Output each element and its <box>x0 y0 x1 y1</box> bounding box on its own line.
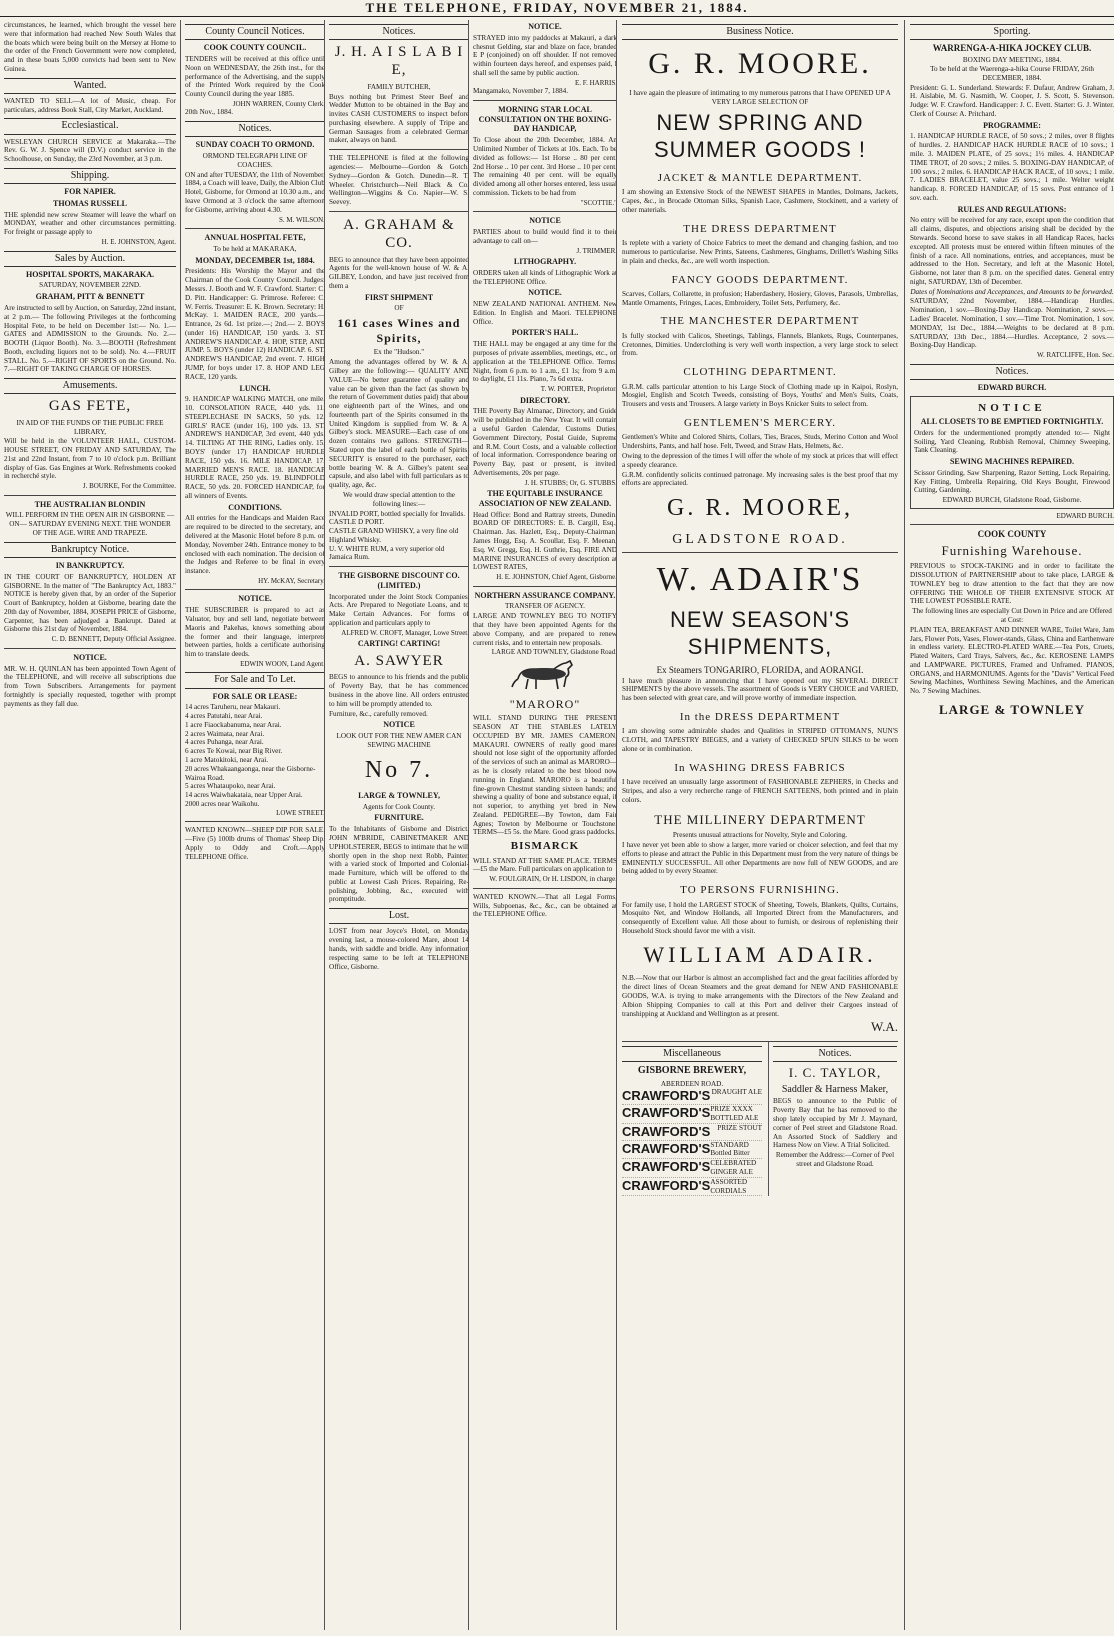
adair-intro: I have much pleasure in announcing that I have opened out my SEVERAL DIRECT SHIPMENTS by the above vessels. The assortment of Goods is VERY CHOICE and VARIED, has been selected with great care, and will prove worthy of immediate inspection. <box>622 676 898 703</box>
council-heading: County Council Notices. <box>185 24 325 40</box>
nb-note: N.B.—Now that our Harbor is almost an accomplished fact and the great facilities afforded by the direct lines of Ocean Steamers and the great demand for NEW AND FASHIONABLE GOODS, W.A. is trying to make arrangements with the Directors of the New Zealand and Albion Shipping Companies to call at this Port and deliver their Cargoes instead of transhipping at Auckland and Wellington as at present. <box>622 974 898 1018</box>
graham-shipment: FIRST SHIPMENT <box>364 292 434 302</box>
notice4-body: PARTIES about to build would find it to their advantage to call on— <box>473 227 617 245</box>
telephone-agencies: THE TELEPHONE is filed at the following agencies:— Melbourne—Gordon & Gotch. Sydney—Gordon & Gotch. Dunedin—R. T. Wheeler. Christchurch—Neil Black & Co. Wellington—Wiggins & Co. Napier—W. S. Seevey. <box>329 154 469 207</box>
shipping-title: FOR NAPIER. <box>64 187 116 197</box>
butcher-body: Buys nothing but Primest Steer Beef and Wedder Mutton to be obtained in the Bay and invites CASH CUSTOMERS to inspect before purchasing elsewhere. A supply of Tripe and German Sausages from a celebrated German maker, always on hand. <box>329 92 469 145</box>
sporting-heading: Sporting. <box>910 24 1114 40</box>
butcher-subtitle: FAMILY BUTCHER, <box>367 82 431 91</box>
bankruptcy-title: IN BANKRUPTCY. <box>55 561 125 571</box>
programme-body: 1. HANDICAP HURDLE RACE, of 50 sovs.; 2 miles, over 8 flights of hurdles. 2. HANDICAP HACK HURDLE RACE of 10 sovs.; 1 mile. 3. MAIDEN PLATE, of 25 sovs.; 1½ miles. 4. HANDICAP TIME TROT, of 20 sovs.; 2 miles. 5. BOXING-DAY HANDICAP, of 100 sovs.; 2 miles. 6. HANDICAP HACK RACE, of 10 sovs.; 1 mile. 7. LADIES BRACELET, value 25 sovs.; 1 mile. Welter weight handicap. 8. FORCED HANDICAP, of 15 sovs. Post entrance of 1 sov. each. <box>910 132 1114 202</box>
equitable-body: Head Office: Bond and Rattray streets, Dunedin. BOARD OF DIRECTORS: E. B. Cargill, Esq., Chairman. Jas. Hazlett, Esq., Deputy-Chairman. James Hogg, Esq. A. Scoullar, Esq. F. Meenan, Esq. W. Gregg, Esq. H. Guthrie, Esq. FIRE AND MARINE INSURANCES of every description at LOWEST RATES, <box>473 510 617 572</box>
list-item: 1 acre Matokitoki, near Arai. <box>185 756 269 764</box>
equitable-signature: H. E. JOHNSTON, Chief Agent, Gisborne. <box>496 573 617 582</box>
rules-title: RULES AND REGULATIONS: <box>957 204 1067 214</box>
divider <box>185 821 325 822</box>
jacket-body: I am showing an Extensive Stock of the NEWEST SHAPES in Mantles, Dolmans, Jackets, Capes, &c., in Brocade Ottoman Silks, Spanish Lace, Cashmere, Stockinett, and a variety of other materials. <box>622 188 898 214</box>
furniture-title: FURNITURE. <box>374 813 424 823</box>
consultation-signature: "SCOTTIE." <box>580 198 617 207</box>
auction-body: Are instructed to sell by Auction, on Saturday, 22nd instant, at 2 p.m.— The following Privileges at the forthcoming Hospital Fete, to be held on December 1st:— No. 1.—GATES and ADMISSION to the Grounds. No. 2.—BOOTH (Liquor Booth). No. 3.—BOOTH (Refreshment Booth, excluding liquors not to be sold). No. 4.—FRUIT STALL. No. 5.—RIGHT OF SPORTS on the Ground. No. 7.—RIGHT OF TAKING CHARGE OF HORSES. <box>4 304 176 374</box>
auctioneers: GRAHAM, PITT & BENNETT <box>35 292 145 302</box>
jockey-club-signature: W. RATCLIFFE, Hon. Sec. <box>1037 351 1114 360</box>
miscellaneous-heading: Miscellaneous <box>622 1046 762 1062</box>
furnishing-body: For family use, I hold the LARGEST STOCK of Sheeting, Towels, Blankets, Quilts, Curtains, Mosquito Net, and Window Hollands, all Imported Direct from the Manufacturers, and consequently of Excellent value. All those about to furnish, or desirous of replenishing their Household Stock should favor me with a visit. <box>622 900 898 935</box>
council-signature: JOHN WARREN, County Clerk. <box>232 99 325 108</box>
never-note: I have never yet been able to show a larger, more varied or choicer selection, and feel that my efforts to please and attract the Public in this Department must from the very nature of things be EMINENTLY SUCCESSFUL. All other Departments are now full of NEW GOODS, and are being added to by every Steamer. <box>622 840 898 876</box>
burch-box <box>910 396 1114 509</box>
gas-fete-title: GAS FETE, <box>48 398 132 415</box>
divider <box>4 495 176 496</box>
council-title: COOK COUNTY COUNCIL. <box>203 43 307 53</box>
list-item: CRAWFORD'S PRIZE XXXX BOTTLED ALE <box>622 1105 762 1124</box>
dress-title: THE DRESS DEPARTMENT <box>683 222 837 235</box>
list-item: CRAWFORD'S PRIZE STOUT <box>622 1123 762 1139</box>
gas-fete-subtitle: IN AID OF THE FUNDS OF THE PUBLIC FREE LIBRARY, <box>16 418 164 436</box>
graham-list-title: We would draw special attention to the following lines:— <box>343 490 455 508</box>
conditions-title: CONDITIONS. <box>228 502 282 512</box>
notices-heading: Notices. <box>910 364 1114 380</box>
divider <box>329 211 469 212</box>
dates-title: Dates of Nominations and Acceptances, and Amounts to be forwarded. <box>910 287 1114 296</box>
transfer-body: LARGE AND TOWNLEY BEG TO NOTIFY that they have been appointed Agents for the above Company, and are prepared to renew current risks, and to entertain new proposals. <box>473 612 617 647</box>
moore-address: GLADSTONE ROAD. <box>672 532 848 548</box>
auction-date: SATURDAY, NOVEMBER 22ND. <box>39 281 141 290</box>
graham-title: A. GRAHAM & CO. <box>343 216 455 252</box>
divider <box>185 228 325 229</box>
transfer-title: TRANSFER OF AGENCY. <box>505 602 585 611</box>
taylor-address: Remember the Address:—Corner of Peel street and Gladstone Road. <box>775 1151 895 1168</box>
auction-title: HOSPITAL SPORTS, MAKARAKA. <box>25 269 155 279</box>
auction-heading: Sales by Auction. <box>4 251 176 267</box>
column-2 <box>180 20 325 1630</box>
burch-notice: NOTICE <box>978 401 1046 414</box>
lithography-body: ORDERS taken all kinds of Lithographic Work at the TELEPHONE Office. <box>473 268 617 286</box>
list-item: CRAWFORD'S DRAUGHT ALE <box>622 1088 762 1104</box>
cook-body: PREVIOUS to STOCK-TAKING and in order to facilitate the DISSOLUTION of PARTNERSHIP about to take place, LARGE & TOWNLEY beg to draw attention to the fact that they are now OFFERING THE WHOLE OF THEIR EXTENSIVE STOCK AT THE LOWEST POSSIBLE RATE. <box>910 562 1114 606</box>
horse-illustration <box>473 657 617 694</box>
burch-box-title: ALL CLOSETS TO BE EMPTIED FORTNIGHTLY. <box>920 416 1104 426</box>
sawyer-footer: Furniture, &c., carefully removed. <box>329 709 428 718</box>
cook-list-title: The following lines are especially Cut Down in Price and are Offered at Cost: <box>912 607 1112 624</box>
owing-note: Owing to the depression of the times I will offer the whole of my stock at prices that will effect a speedy clearance. <box>622 451 898 469</box>
shipping-vessel: THOMAS RUSSELL <box>52 198 128 208</box>
sale-list <box>185 703 325 808</box>
column-3 <box>324 20 469 1630</box>
moore-intro: I have again the pleasure of intimating to my numerous patrons that I have OPENED UP A VERY LARGE SELECTION OF <box>629 88 891 106</box>
cook-list: PLAIN TEA, BREAKFAST AND DINNER WARE, Toilet Ware, Jam Jars, Flower Pots, Vases, Flower-stands, Glass, China and Earthenware in endless variety. ELECTRO-PLATED WARE.—Tea Pots, Cruets, Plated Waiters, Card Trays, Salvers, &c., &c. KEROSENE LAMPS and LAMPWARE. PICTURES, Framed and Unframed. PIANOS, ORGANS, and HARMONIUMS. Agents for the "Davis" Vertical Feed Sewing Machines, Worthiness Sewing Machines, and the American No. 7 Sewing Machines. <box>910 625 1114 696</box>
butcher-title: J. H. A I S L A B I E, <box>334 44 464 79</box>
divider <box>185 589 325 590</box>
notice5-title: NOTICE. <box>528 288 562 298</box>
list-item: CRAWFORD'S CELEBRATED GINGER ALE <box>622 1159 762 1178</box>
list-item: 1 acre Fiaockabanuma, near Arai. <box>185 720 282 729</box>
manchester-title: THE MANCHESTER DEPARTMENT <box>660 315 860 328</box>
masthead: THE TELEPHONE, FRIDAY, NOVEMBER 21, 1884. <box>0 0 1114 17</box>
adair-signature: WILLIAM ADAIR. <box>643 941 877 967</box>
consultation-body: To Close about the 20th December, 1884. An Unlimited Number of Tickets at 10s. Each. To be divided as follows:— 1st Horse .. 80 per cent. 2nd Horse .. 10 per cent. 3rd Horse .. 10 per cent. The remaining 40 per cent. will be equally divided among all other horses entered, less usual commission. Tickets to be had from <box>473 136 617 197</box>
carting-title: CARTING! CARTING! <box>357 639 441 649</box>
adair-dress-title: In the DRESS DEPARTMENT <box>679 710 841 723</box>
large-townley-title: LARGE & TOWNLEY, <box>358 790 440 800</box>
wanted-heading: Wanted. <box>4 78 176 94</box>
list-item: 14 acres Taruheru, near Makauri. <box>185 703 281 712</box>
dress-body: Is replete with a variety of Choice Fabrics to meet the demand and changing fashion, and too numerous to particularise. New Prints, Sateens, Cashmeres, Ginghams, Drillett's Washing Silks in plain and checks, &c., are well worth inspection. <box>622 239 898 265</box>
divider <box>329 149 469 150</box>
directory-title: DIRECTORY. <box>520 395 570 405</box>
jockey-club-subtitle: BOXING DAY MEETING, 1884. <box>962 56 1062 65</box>
list-item: 14 acres Waiwhakataia, near Upper Arai. <box>185 791 303 800</box>
coach-signature: S. M. WILSON. <box>279 215 325 224</box>
bankruptcy-body: IN THE COURT OF BANKRUPTCY, HOLDEN AT GISBORNE. In the matter of "The Bankruptcy Act, 1883." NOTICE is hereby given that, by an order of the Superior Court of Bankruptcy, holden at Gisborne, bearing date the 20th day of November, 1884, JOSEPH PRICE of Gisborne, Carpenter, has been adjudged a Bankrupt. Dated at Gisborne this 21st day of November, 1884. <box>4 572 176 634</box>
gas-fete-signature: J. BOURKE, For the Committee. <box>82 482 176 491</box>
directory-body: THE Poverty Bay Almanac, Directory, and Guide will be published in the New Year. It will contain a useful Garden Calendar, Customs Duties, Government Directory, Postal Guide, Supreme and R.M. Court Costs, and a valuable collection of local information. Correspondence bearing on Poverty Bay, past or present, is invited. Advertisements, 20s per page. <box>473 407 617 477</box>
list-item: 20 acres Whakaangaonga, near the Gisborne-Wairoa Road. <box>185 764 316 782</box>
fete-date: MONDAY, DECEMBER 1st, 1884. <box>195 255 315 265</box>
list-item: INVALID PORT, bottled specially for Invalids. <box>329 509 466 518</box>
burch-address: EDWARD BURCH, Gladstone Road, Gisborne. <box>942 496 1082 505</box>
graham-of: OF <box>394 304 404 313</box>
jockey-club-title: WARRENGA-A-HIKA JOCKEY CLUB. <box>932 43 1092 54</box>
gas-fete-body: Will be held in the VOLUNTEER HALL, CUSTOM-HOUSE STREET, ON FRIDAY AND SATURDAY, The 21st and 22nd Instant, from 7 to 10 o'clock p.m. Brilliant display of Gas. Gas Engines at Work. Refreshments cooked in recherché style. <box>4 437 176 481</box>
notices-heading: Notices. <box>329 24 469 40</box>
clothing-body: G.R.M. calls particular attention to his Large Stock of Clothing made up in Kaipoi, Roslyn, Mosgiel, English and Scotch Tweeds, consisting of Boys, Youths' and Men's Suits, Coats, Trousers and vests and Trousers. A large variety in Boys Knicker Suits to select from. <box>622 382 898 409</box>
burch-title: EDWARD BURCH. <box>977 382 1047 392</box>
list-item: CASTLE D PORT. <box>329 518 385 527</box>
divider <box>910 524 1114 525</box>
anthem-body: NEW ZEALAND NATIONAL ANTHEM. New Edition. In English and Maori. TELEPHONE Office. <box>473 300 617 326</box>
conditions-body: All entries for the Handicaps and Maiden Race are required to be directed to the secretary, and delivered at the Masonic Hotel before 8 p.m. on Monday, November 24th. Entrance money to be enclosed with each nomination. The decision of the Judges and Referee to be final in every instance. <box>185 514 325 576</box>
blondin-body: WILL PERFORM IN THE OPEN AIR IN GISBORNE —ON— SATURDAY EVENING NEXT. THE WONDER OF THE AGE. WIRE AND TRAPEZE. <box>5 511 175 538</box>
fete-location: To be held at MAKARAKA, <box>213 244 297 253</box>
manchester-body: Is fully stocked with Calicos, Sheetings, Tablings, Flannels, Blankets, Rugs, Counterpanes, Cretonnes, Dimities. Underclothing is very well worth inspection, a very large stock to select from. <box>622 331 898 358</box>
gents-title: GENTLEMEN'S MERCERY. <box>684 416 836 429</box>
sawyer-title: A. SAWYER <box>354 653 444 670</box>
divider <box>473 586 617 587</box>
notice3-body: LOOK OUT FOR THE NEW AMER CAN SEWING MACHINE <box>336 732 462 749</box>
sewing-title: SEWING MACHINES REPAIRED. <box>949 457 1075 467</box>
notices-heading: Notices. <box>773 1046 897 1062</box>
notice2-body: THE SUBSCRIBER is prepared to act as Valuator, buy and sell land, negotiate between Maoris and Pakehas, knows something about the former and their language, interprets between parties, holds a certificate authorising him to translate deeds. <box>185 606 325 659</box>
council-date: 20th Nov., 1884. <box>185 108 234 117</box>
fancy-body: Scarves, Collars, Collarette, in profusion; Haberdashery, Hosiery, Gloves, Parasols, Umbrellas, Mantle Ornaments, Fringes, Laces, Embroidery, Toilet Sets, Perfumery, &c. <box>622 289 898 307</box>
shipping-signature: H. E. JOHNSTON, Agent. <box>101 238 176 246</box>
notice-title: NOTICE. <box>73 652 107 662</box>
strayed-signature: E. F. HARRIS. <box>574 78 617 87</box>
adair-dress-body: I am showing some admirable shades and Qualities in STRIPED OTTOMAN'S, NUN'S CLOTH, and TAPESTRY BIEGES, and a variety of CHECKED SPUN SILKS to be worn alone or in combination. <box>622 727 898 753</box>
maroro-body: WILL STAND DURING THE PRESENT SEASON AT THE STABLES LATELY OCCUPIED BY MR. JAMES CAMERON, MAKAURI. OWNERS of really good mares should not lose sight of the opportunity afforded of the services of such an animal as MARORO—as he is closely related to the best blood now running in England. MARORO is a beautiful fine-grown Chestnut standing sixteen hands; and shewing a quality of bone and substance equal, if not superior, to anything yet bred in New Zealand. PEDIGREE—By Towton, dam Fair Agnes; Towton by Melbourne or Touchstone. TERMS—£5 5s. the Mare. Good grass paddocks. <box>473 714 617 837</box>
porter-signature: T. W. PORTER, Proprietor. <box>540 385 617 394</box>
porter-title: PORTER'S HALL. <box>511 328 579 338</box>
fete-body: Presidents: His Worship the Mayor and the Chairman of the Cook County Council. Judges: Messrs. J. Booth and W. F. Crawford. Starter: C. D. Pitt. Handicapper: G. Primrose. Referee: C. W. Ferris. Treasurer: E. K. Brown. Secretary: H. McKay. 1. MAIDEN RACE, 200 yards.—Entrance, 2s 6d. 1st prize.—; 2nd.— 2. BOYS (under 16) HANDICAP, 150 yards. 3. ST. ANDREW'S HANDICAP. 4. HOP, STEP, AND JUMP. 5. BOYS (under 12) HANDICAP. 6. ST. ANDREW'S HANDICAP, 2nd event. 7. HIGH JUMP, for boys under 17. 8. HOP AND LEG RACE, 120 yards. <box>185 267 325 381</box>
moore-headline: NEW SPRING AND SUMMER GOODS ! <box>653 110 866 163</box>
blondin-title: THE AUSTRALIAN BLONDIN <box>34 499 146 509</box>
notice-title: NOTICE. <box>528 22 562 31</box>
business-heading: Business Notice. <box>622 24 898 40</box>
divider <box>473 211 617 212</box>
lead-article: circumstances, he learned, which brought the vessel here were that information had reached New South Wales that the boats which were being built on the Mersey at Home to the order of the French Government were now completed, and in these boats 5,000 convicts had been sent to New Guinea. <box>4 21 176 73</box>
discount-signature: ALFRED W. CROFT, Manager, Lowe Street. <box>341 628 469 637</box>
moore-title: G. R. MOORE. <box>648 47 872 81</box>
divider <box>473 888 617 889</box>
graham-cases: 161 cases Wines and Spirits, <box>337 316 461 345</box>
wanted-known-ad: WANTED KNOWN.—That all Legal Forms, Wills, Subpoenas, &c., &c., can be obtained at the TELEPHONE Office. <box>473 892 617 919</box>
notice4-title: NOTICE <box>529 216 561 226</box>
ecclesiastical-heading: Ecclesiastical. <box>4 118 176 134</box>
column-6 <box>904 20 1114 1630</box>
millinery-title: THE MILLINERY DEPARTMENT <box>654 812 866 828</box>
brewery-title: GISBORNE BREWERY, <box>637 1065 747 1077</box>
discount-body: Incorporated under the Joint Stock Companies' Acts. Are Prepared to Negotiate Loans, and to Make Certain Advances. For forms of application and particulars apply to <box>329 592 469 628</box>
wanted-ad: WANTED TO SELL—A lot of Music, cheap. For particulars, address Book Stall, City Market, Auckland. <box>4 96 176 114</box>
furniture-body: To the Inhabitants of Gisborne and District. JOHN M'BRIDE, CABINETMAKER AND UPHOLSTERER, BEGS to intimate that he will shortly open in the shop next Robb, Painter, with a varied stock of Imported and Colonial-made Furniture, which will be offered to the public at Lowest Cash Prices. Repairing, Re-polishing, Jobbing, &c., executed with promptitude. <box>329 825 469 904</box>
equitable-title: THE EQUITABLE INSURANCE ASSOCIATION OF NEW ZEALAND. <box>478 489 612 508</box>
gents-body: Gentlemen's White and Colored Shirts, Collars, Ties, Braces, Studs, Merino Cotton and Wool Undershirts, Pants, and half hose. Felt, Tweed, and Straw Hats, Helmets, &c. <box>622 433 898 451</box>
sale-title: FOR SALE OR LEASE: <box>212 691 298 701</box>
column-4 <box>468 20 617 1630</box>
notice2-signature: EDWIN WOON, Land Agent. <box>240 659 325 668</box>
list-item: CRAWFORD'S STANDARD Bottled Bitter <box>622 1141 762 1160</box>
notice3-title: NOTICE <box>383 720 415 730</box>
adair-steamers: Ex Steamers TONGARIRO, FLORIDA, and AORANGI. <box>656 664 864 675</box>
programme-title: PROGRAMME: <box>983 120 1041 130</box>
graham-body: BEG to announce that they have been appointed Agents for the well-known house of W. & A. GILBEY, London, and have just received from them a <box>329 255 469 290</box>
confident-note: G.R.M. confidently solicits continued patronage. My increasing sales is the best proof that my efforts are appreciated. <box>622 470 898 488</box>
sale-heading: For Sale and To Let. <box>185 672 325 688</box>
clothing-title: CLOTHING DEPARTMENT. <box>683 366 837 379</box>
council-body: TENDERS will be received at this office until Noon on WEDNESDAY, the 26th inst., for the performance of the Advertising, and the supply of the Printed Work required by the Cook County Council during the year 1885. <box>185 54 325 99</box>
fete-title: ANNUAL HOSPITAL FETE, <box>204 233 306 243</box>
jockey-club-officers: President: G. L. Sunderland. Stewards: F. Dufaur, Andrew Graham, J. H. Aislabie, M. G. Nasmith, W. Cooper, J. S. Scott, S. Stevenson. Judge: W. F. Crawford. Handicapper: J. C. Evett. Starter: G. J. Winter. Clerk of Course: A. Pritchard. <box>910 83 1114 118</box>
fete-body-2: 9. HANDICAP WALKING MATCH, one mile. 10. CONSOLATION RACE, 440 yds. 11. STEEPLECHASE IN SACKS, 50 yds. 12. GIRLS' RACE (under 16), 100 yds. 13. ST. ANDREW'S HANDICAP, 3rd event, 440 yds. 14. TILTING AT THE RING, Ladies only. 15. BOYS' (under 17) HANDICAP HURDLE RACE, 150 yds. 16. MILE HANDICAP. 17. MARRIED MEN'S RACE. 18. HANDICAP HURDLE RACE, 250 yds. 19. BLINDFOLD RACE, 50 yds. 20. FORCED HANDICAP, for all winners of Events. <box>185 395 325 500</box>
bankruptcy-signature: C. D. BENNETT, Deputy Official Assignee. <box>51 635 176 644</box>
ecclesiastical-ad: WESLEYAN CHURCH SERVICE at Makaraka.—The Rev. G. W. J. Spence will (D.V.) conduct service in the Schoolhouse, on Sunday, the 23rd November, at 3 p.m. <box>4 137 176 164</box>
strayed-body: STRAYED into my paddocks at Makauri, a dark chesnut Gelding, star and blaze on face, branded E P (conjoined) on off shoulder. If not removed within fourteen days hereof, and expenses paid, I shall sell the same by public auction. <box>473 33 617 77</box>
conditions-signature: HY. McKAY, Secretary. <box>258 576 325 585</box>
lost-body: LOST from near Joyce's Hotel, on Monday evening last, a mouse-colored Mare, about 14 hands, with saddle and bridle. Any information respecting same to be left at TELEPHONE Office, Gisborne. <box>329 927 469 971</box>
burch-signature: EDWARD BURCH. <box>1056 511 1114 520</box>
burch-body: Orders for the undermentioned promptly attended to:— Night Soiling, Yard Cleaning, Rubbish Removal, Chimney Sweeping, Tank Cleaning. <box>914 428 1110 455</box>
graham-body-2: Among the advantages offered by W. & A. Gilbey are the following:— QUALITY AND VALUE—No better guarantee of quality and value can be given than the fact (as shown by the return of Government duties paid) that about one eighteenth part of the Wines, and one fourteenth part of the Spirits consumed in the United Kingdom is supplied from W. & A. Gilbey's stock. MEASURE—Each case of one dozen contains two gallons. STRENGTH—Stated upon the label of each bottle of Spirits. SECURITY is ensured to the purchaser, each bottle bearing W. & A. Gilbey's patent seal capsule, and also label with full particulars as to quality, age, &c. <box>329 358 469 490</box>
cook-title: COOK COUNTY <box>977 529 1047 540</box>
consultation-title: MORNING STAR LOCAL CONSULTATION ON THE BOXING-DAY HANDICAP, <box>478 104 612 134</box>
dates-body: SATURDAY, 22nd November, 1884.—Handicap Hurdles. Nomination, 1 sov.—Boxing-Day Handicap. Nomination, 2 sovs.—Ladies' Bracelet. Nomination, 1 sov.—Time Trot. Nomination, 1 sov. MONDAY, 1st Dec., 1884.—Weights to be declared at 8 p.m. SATURDAY, 13th Dec., 1884.—Hurdles. Acceptance, 2 sovs.—Boxing-Day Handicap. <box>910 297 1114 350</box>
directory-signature: J. H. STUBBS; Or, G. STUBBS. <box>524 478 617 487</box>
lunch-label: LUNCH. <box>239 383 271 393</box>
lithography-title: LITHOGRAPHY. <box>513 257 577 267</box>
sewing-body: Scissor Grinding, Saw Sharpening, Razor Setting, Lock Repairing, Key Fitting, Umbrella Repairing, Old Keys Bought, Firewood Cutting, Gardening. <box>914 468 1110 495</box>
bismarck-signature: W. FOULGRAIN, Or H. LISDON, in charge. <box>489 875 617 884</box>
graham-list <box>329 510 469 563</box>
taylor-title: I. C. TAYLOR, <box>788 1065 882 1081</box>
list-item: 2000 acres near Waikohu. <box>185 799 260 808</box>
sale-signature: LOWE STREET. <box>276 808 325 817</box>
millinery-body: Presents unusual attractions for Novelty, Style and Coloring. <box>672 831 848 840</box>
washing-title: In WASHING DRESS FABRICS <box>674 761 846 774</box>
taylor-section <box>768 1042 897 1196</box>
list-item: 4 acres Patutahi, near Arai. <box>185 712 263 721</box>
strayed-date: Mangamako, November 7, 1884. <box>473 87 569 96</box>
list-item: U. V. WHITE RUM, a very superior old Jamaica Rum. <box>329 544 445 562</box>
bankruptcy-heading: Bankruptcy Notice. <box>4 542 176 558</box>
discount-title: THE GISBORNE DISCOUNT CO. (LIMITED.) <box>338 571 460 590</box>
wanted-known-ad: WANTED KNOWN—SHEEP DIP FOR SALE.—Five (5) 100lb drums of Thomas' Sheep Dip. Apply to Oddy and Croft.—Apply TELEPHONE Office. <box>185 826 325 861</box>
graham-vessel: Ex the "Hudson." <box>373 348 425 357</box>
shipping-body: THE splendid new screw Steamer will leave the wharf on MONDAY, weather and other circumstances permitting. For freight or passage apply to <box>4 210 176 237</box>
coach-title: SUNDAY COACH TO ORMOND. <box>195 140 315 150</box>
brewery-address: ABERDEEN ROAD. <box>660 1079 724 1088</box>
adair-headline: NEW SEASON'S SHIPMENTS, <box>669 606 850 659</box>
porter-body: THE HALL may be engaged at any time for the purposes of private assemblies, meetings, etc., on application at the TELEPHONE Office. Terms: Night, from 6 p.m. to 1 a.m., £1 1s; from 9 a.m. to daylight, £1 11s. Piano, 7s 6d extra. <box>473 340 617 384</box>
notices-heading: Notices. <box>185 121 325 137</box>
list-item: 2 acres Waimata, near Arai. <box>185 729 265 738</box>
jacket-title: JACKET & MANTLE DEPARTMENT. <box>657 172 863 184</box>
fancy-title: FANCY GOODS DEPARTMENT. <box>671 273 849 286</box>
taylor-subtitle: Saddler & Harness Maker, <box>781 1084 889 1096</box>
coach-body: ON and after TUESDAY, the 11th of November, 1884, a Coach will leave, Daily, the Albion Club Hotel, Gisborne, for Ormond at 10.30 a.m., and leave Ormond at 3 o'clock the same afternoon for Gisborne, arriving about 4.30. <box>185 170 325 214</box>
list-item: CASTLE GRAND WHISKY, a very fine old Highland Whisky. <box>329 527 459 544</box>
notice4-signature: J. TRIMMER. <box>576 246 617 255</box>
divider <box>473 100 617 101</box>
shipping-heading: Shipping. <box>4 168 176 184</box>
transfer-signature: LARGE AND TOWNLEY, Gladstone Road. <box>491 648 617 657</box>
northern-title: NORTHERN ASSURANCE COMPANY. <box>474 590 616 600</box>
rules-body: No entry will be received for any race, except upon the condition that all claims, disputes, and objections arising shall be decided by the Stewards. Second horse to save stakes in all Handicap Races, hacks excepted. All protests must be entered within fifteen minutes of the finish of a race. All nominations, entries, and acceptances, must be addressed to the Hon. Secretary, and left at the Masonic Hotel, Gisborne, not later than 8 p.m. on the specified dates. General entry night, SATURDAY, 13th of December. <box>910 216 1114 286</box>
lost-heading: Lost. <box>329 908 469 924</box>
furnishing-title: TO PERSONS FURNISHING. <box>680 884 840 897</box>
maroro-title: "MARORO" <box>509 696 581 711</box>
list-item: 4 acres Puhanga, near Arai. <box>185 738 264 747</box>
coach-subtitle: ORMOND TELEGRAPH LINE OF COACHES. <box>202 152 308 169</box>
notice2-title: NOTICE. <box>238 594 272 604</box>
sawyer-body: BEGS to announce to his friends and the public of Poverty Bay, that he has commenced business in the above line. All orders entrusted to him will be promptly attended to. <box>329 673 469 708</box>
wa-signature: W.A. <box>871 1019 898 1035</box>
large-townley-subtitle: Agents for Cook County. <box>362 802 436 811</box>
taylor-body: BEGS to announce to the Public of Poverty Bay that he has removed to the shop lately occupied by Mr J. Maynard, corner of Peel street and Gladstone Road. An Assorted Stock of Saddlery and Harness Now on View. A Trial Solicited. <box>773 1097 897 1150</box>
bismarck-title: BISMARCK <box>510 840 580 853</box>
miscellaneous-section <box>622 1042 762 1196</box>
adair-title: W. ADAIR'S <box>656 561 864 599</box>
jockey-club-date: To be held at the Waerenga-a-hika Course FRIDAY, 26th DECEMBER, 1884. <box>930 64 1094 82</box>
cook-subtitle: Furnishing Warehouse. <box>941 543 1083 559</box>
divider <box>329 566 469 567</box>
amusements-heading: Amusements. <box>4 378 176 394</box>
cook-signature: LARGE & TOWNLEY <box>939 702 1085 718</box>
washing-body: I have received an unusually large assortment of FASHIONABLE ZEPHERS, in Checks and Stripes, and also a very recherche range of FRENCH SATTEENS, both printed and in plain colors. <box>622 778 898 804</box>
notice-body: MR. W. H. QUINLAN has been appointed Town Agent of the TELEPHONE, and will receive all subscriptions due from Town Subscribers. Arrangements for payment fortnightly is specially requested, together with prompt payments as they fall due. <box>4 664 176 708</box>
divider <box>4 648 176 649</box>
horse-icon <box>510 657 580 691</box>
column-5 <box>616 20 903 1630</box>
list-item: CRAWFORD'S ASSORTED CORDIALS <box>622 1178 762 1197</box>
divider <box>622 552 898 553</box>
machine-number: No 7. <box>364 756 434 783</box>
bismarck-body: WILL STAND AT THE SAME PLACE. TERMS—£5 the Mare. Full particulars on application to <box>473 856 617 874</box>
column-1 <box>4 20 176 1630</box>
list-item: 5 acres Whataupoko, near Arai. <box>185 782 276 791</box>
moore-signature: G. R. MOORE, <box>666 495 853 522</box>
list-item: 6 acres Te Kowai, near Big River. <box>185 747 283 756</box>
